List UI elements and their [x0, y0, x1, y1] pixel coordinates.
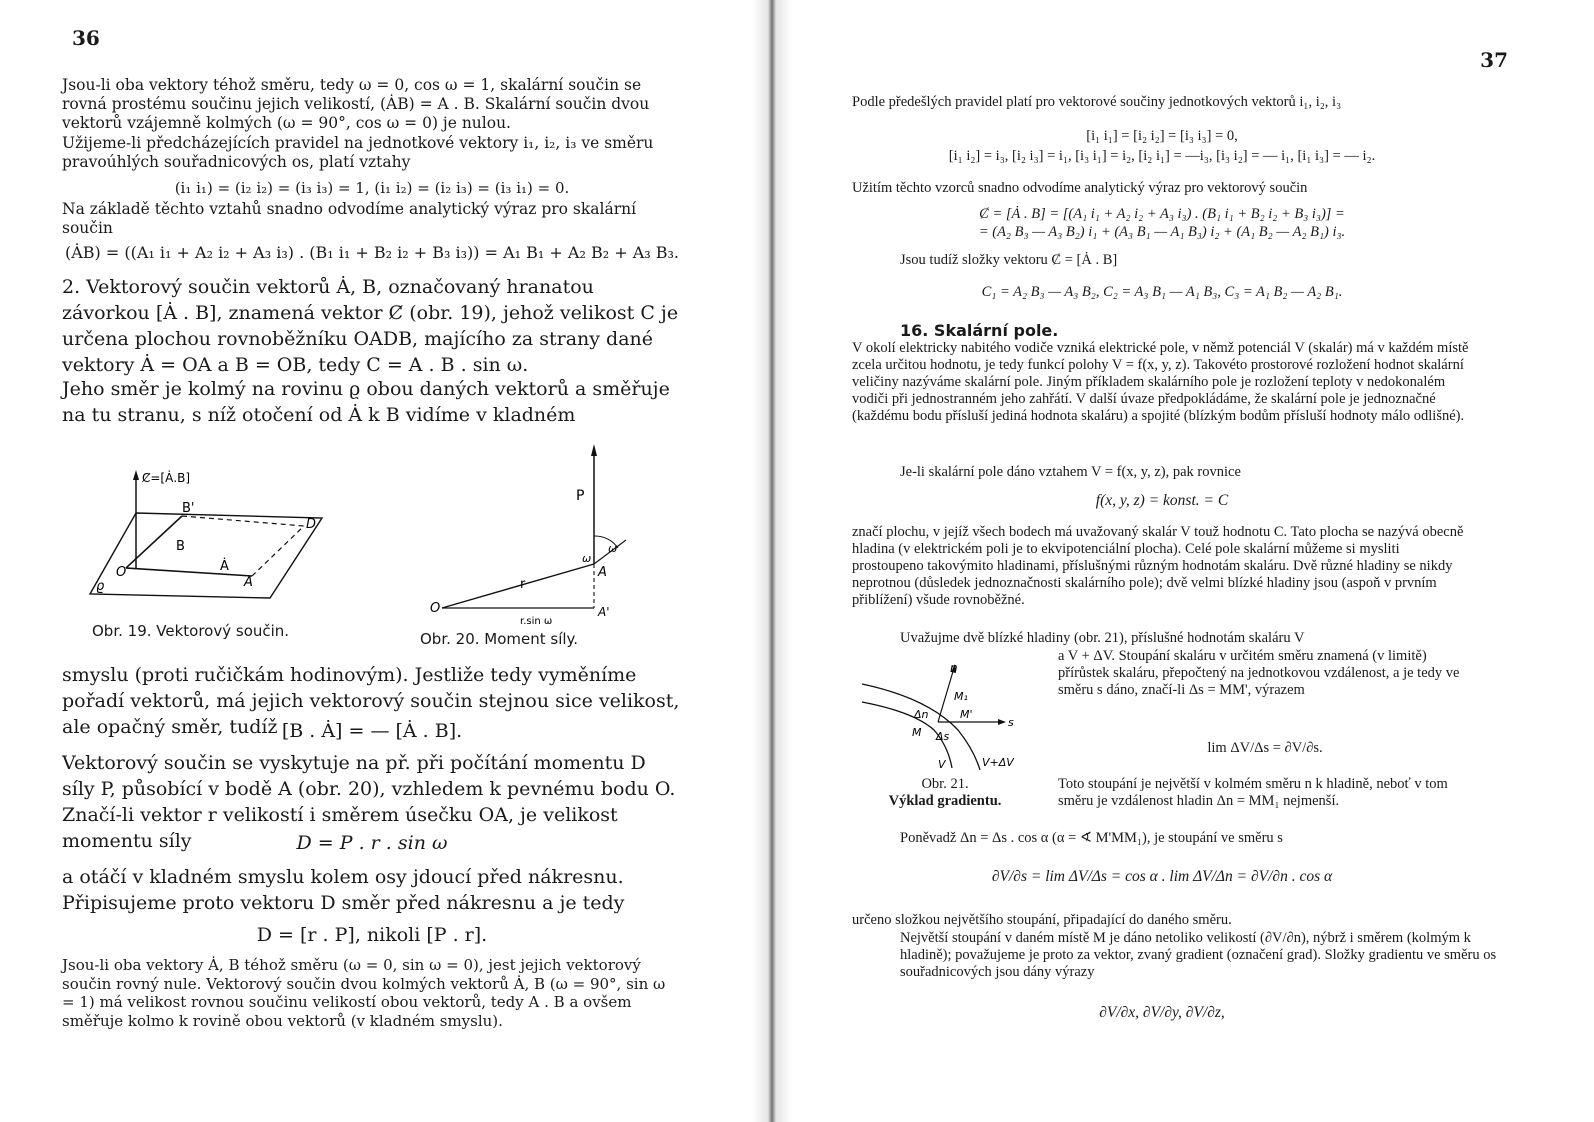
left-paragraph-9: Jsou-li oba vektory Ȧ, B téhož směru (ω = 0, sin ω = 0), jest jejich vektorový součin rovný nule. Vektorový součin dvou kolmých vektorů Ȧ, B (ω = 90°, sin ω = 1) má velikost rovnou součinu velikostí obou vektorů, tedy A . B a ovšem směřuje kolmo k rovině obou vektorů (v kladném smyslu). — [62, 956, 666, 1030]
fig21-v-plus-dv-label: V+ΔV — [982, 756, 1014, 769]
fig20-rsin-label: r.sin ω — [520, 616, 553, 627]
right-equation-8: ∂V/∂x, ∂V/∂y, ∂V/∂z, — [1099, 1004, 1225, 1021]
right-paragraph-9: Poněvadž Δn = Δs . cos α (α = ∢ M'MM₁), je stoupání ve směru s — [900, 830, 1283, 846]
right-paragraph-1: Podle předešlých pravidel platí pro vektorové součiny jednotkových vektorů i₁, i₂, i₃ — [852, 94, 1342, 110]
left-equation-5: D = [r . P], nikoli [P . r]. — [256, 924, 488, 946]
left-page-number: 36 — [72, 26, 100, 50]
fig21-m-label: M — [912, 726, 922, 739]
right-paragraph-7b: a V + ΔV. Stoupání skaláru v určitém směru znamená (v limitě) přírůstek skaláru, přepočtený na jednotkovou vzdálenost, a je tedy ve směru s dáno, značí-li Δs = MM', výrazem — [1058, 648, 1460, 698]
fig20-omega-2: ω — [582, 552, 592, 565]
right-paragraph-10: určeno složkou největšího stoupání, připadající do daného směru. — [852, 912, 1232, 928]
fig20-a-label: A — [598, 565, 607, 580]
fig21-m-prime-label: M' — [960, 708, 973, 721]
right-paragraph-4: V okolí elektricky nabitého vodiče vzniká elektrické pole, v němž potenciál V (skalár) má v každém místě zcela určitou hodnotu, je tedy funkcí polohy V = f(x, y, z). Takovéto prostorové rozložení hodnot skalární veličiny nazýváme skalární pole. Jiným příkladem skalárního pole je rozložení teploty v nedokonalém vodiči při jednostranném jeho zahřátí. V další úvaze předpokládáme, že skalární pole je jednoznačné (každému bodu přísluší jediná hodnota skaláru) a spojité (blízkým bodům přísluší hodnoty málo odlišné). — [852, 340, 1469, 424]
figure-20-caption: Obr. 20. Moment síly. — [420, 630, 579, 648]
fig21-ds-label: Δs — [936, 730, 950, 743]
fig19-d-label: D — [306, 517, 317, 532]
right-equation-3b: = (A₂ B₃ — A₃ B₂) i₁ + (A₃ B₁ — A₁ B₃) i₂ + (A₁ B₂ — A₂ B₁) i₃. — [978, 224, 1346, 240]
fig19-c-label: Ȼ=[Ȧ.B] — [142, 471, 191, 485]
fig21-v-label: V — [938, 758, 946, 771]
book-gutter — [752, 0, 792, 1122]
fig19-b-prime-label: B' — [182, 501, 195, 516]
right-page-number: 37 — [1480, 48, 1508, 72]
left-paragraph-3: Na základě těchto vztahů snadno odvodíme analytický výraz pro skalární součin — [62, 200, 637, 237]
left-equation-1: (i₁ i₁) = (i₂ i₂) = (i₃ i₃) = 1, (i₁ i₂) = (i₂ i₃) = (i₃ i₁) = 0. — [174, 179, 570, 197]
figure-19-caption: Obr. 19. Vektorový součin. — [92, 622, 290, 640]
section-16-title: 16. Skalární pole. — [900, 321, 1059, 340]
fig21-dn-label: Δn — [914, 708, 929, 721]
left-paragraph-5: Jeho směr je kolmý na rovinu ϱ obou daných vektorů a směřuje na tu stranu, s níž otočení od Ȧ k B vidíme v kladném — [62, 378, 670, 426]
fig19-rho-label: ϱ — [96, 579, 105, 594]
fig20-a-prime-label: A' — [598, 605, 610, 619]
figure-21-caption-2: Výklad gradientu. — [888, 793, 1002, 809]
left-paragraph-6: smyslu (proti ručičkám hodinovým). Jestliže tedy vyměníme pořadí vektorů, má jejich vektorový součin stejnou sice velikost, ale opačný směr, tudíž — [62, 664, 680, 738]
figure-21-caption-1: Obr. 21. — [921, 776, 969, 792]
fig20-p-label: P — [576, 488, 585, 504]
fig19-b-label: B — [176, 539, 185, 554]
fig19-a-vector-label: Ȧ — [220, 559, 229, 574]
right-equation-6: lim ΔV/Δs = ∂V/∂s. — [1207, 740, 1323, 756]
right-equation-2: [i₁ i₂] = i₃, [i₂ i₃] = i₁, [i₃ i₁] = i₂, [i₂ i₁] = —i₃, [i₃ i₂] = — i₁, [i₁ i₃] = — i₂. — [948, 148, 1376, 164]
left-paragraph-8: a otáčí v kladném smyslu kolem osy jdoucí před nákresnu. Připisujeme proto vektoru D směr před nákresnu a je tedy — [62, 866, 625, 914]
right-equation-4: C₁ = A₂ B₃ — A₃ B₂, C₂ = A₃ B₁ — A₁ B₃, C₃ = A₁ B₂ — A₂ B₁. — [981, 284, 1343, 300]
figure-19-vector-product — [86, 458, 336, 608]
fig20-r-label: r — [520, 577, 526, 592]
left-paragraph-7: Vektorový součin se vyskytuje na př. při počítání momentu D síly P, působící v bodě A (obr. 20), vzhledem k pevnému bodu O. Značí-li vektor r velikostí i směrem úsečku OA, je velikost momentu síly — [62, 752, 676, 852]
right-equation-7: ∂V/∂s = lim ΔV/Δs = cos α . lim ΔV/Δn = ∂V/∂n . cos α — [991, 868, 1333, 885]
fig21-m1-label: M₁ — [954, 690, 968, 703]
right-paragraph-11: Největší stoupání v daném místě M je dáno netoliko velikostí (∂V/∂n), nýbrž i směrem (kolmým k hladině); považujeme je proto za vektor, zvaný gradient (označení grad). Složky gradientu ve směru os souřadnicových jsou dány výrazy — [900, 930, 1497, 980]
section-16-heading — [852, 322, 1520, 341]
right-paragraph-3: Jsou tudíž složky vektoru Ȼ = [Ȧ . B] — [900, 252, 1118, 268]
left-paragraph-2: Užijeme-li předcházejících pravidel na jednotkové vektory i₁, i₂, i₃ ve směru pravoúhlých souřadnicových os, platí vztahy — [62, 134, 654, 171]
fig19-a-label: A — [244, 575, 253, 590]
left-equation-3: [B . Ȧ] = — [Ȧ . B]. — [281, 720, 463, 742]
left-equation-4: D = P . r . sin ω — [296, 832, 448, 854]
fig21-s-label: s — [1008, 716, 1014, 729]
right-paragraph-2: Užitím těchto vzorců snadno odvodíme analytický výraz pro vektorový součin — [852, 180, 1308, 196]
left-equation-2: (ȦB) = ((A₁ i₁ + A₂ i₂ + A₃ i₃) . (B₁ i₁ + B₂ i₂ + B₃ i₃)) = A₁ B₁ + A₂ B₂ + A₃ B₃. — [64, 243, 680, 262]
right-equation-1: [i₁ i₁] = [i₂ i₂] = [i₃ i₃] = 0, — [1086, 128, 1238, 144]
right-paragraph-6: značí plochu, v jejíž všech bodech má uvažovaný skalár V touž hodnotu C. Tato plocha se nazývá obecně hladina (v elektrickém poli je to ekvipotenciální plocha). Celé pole skalární můžeme si mysliti prostoupeno takovýmito hladinami, příslušnými různým hodnotám skaláru. Dvě různé hladiny se nikdy neprotnou (důsledek jednoznačnosti skalárního pole); dvě velmi blízké hladiny jsou (aspoň v prvním přiblížení) všude rovnoběžné. — [852, 524, 1464, 608]
fig21-n-label: n — [950, 661, 958, 675]
left-paragraph-1: Jsou-li oba vektory téhož směru, tedy ω = 0, cos ω = 1, skalární součin se rovná prostému součinu jejich velikostí, (ȦB) = A . B. Skalární součin dvou vektorů vzájemně kolmých (ω = 90°, cos ω = 0) je nulou. — [62, 76, 650, 132]
right-paragraph-7a: Uvažujme dvě blízké hladiny (obr. 21), příslušné hodnotám skaláru V — [900, 630, 1305, 646]
fig19-o-label: O — [116, 565, 127, 580]
right-paragraph-8: Toto stoupání je největší v kolmém směru n k hladině, neboť v tom směru je vzdálenost hladin Δn = MM₁ nejmenší. — [1058, 776, 1448, 809]
figure-21-gradient — [858, 660, 1048, 772]
figure-20-moment-of-force — [428, 440, 648, 636]
right-equation-3a: Ȼ = [Ȧ . B] = [(A₁ i₁ + A₂ i₂ + A₃ i₃) . (B₁ i₁ + B₂ i₂ + B₃ i₃)] = — [979, 206, 1345, 222]
fig20-o-label: O — [430, 601, 441, 616]
left-paragraph-4: 2. Vektorový součin vektorů Ȧ, B, označovaný hranatou závorkou [Ȧ . B], znamená vektor Ȼ (obr. 19), jehož velikost C je určena plochou rovnoběžníku OADB, majícího za strany dané vektory Ȧ = OA a B = OB, tedy C = A . B . sin ω. — [62, 276, 679, 376]
right-equation-5: f(x, y, z) = konst. = C — [1095, 492, 1229, 509]
right-paragraph-5: Je-li skalární pole dáno vztahem V = f(x, y, z), pak rovnice — [900, 464, 1241, 480]
fig20-omega-1: ω — [608, 542, 618, 555]
